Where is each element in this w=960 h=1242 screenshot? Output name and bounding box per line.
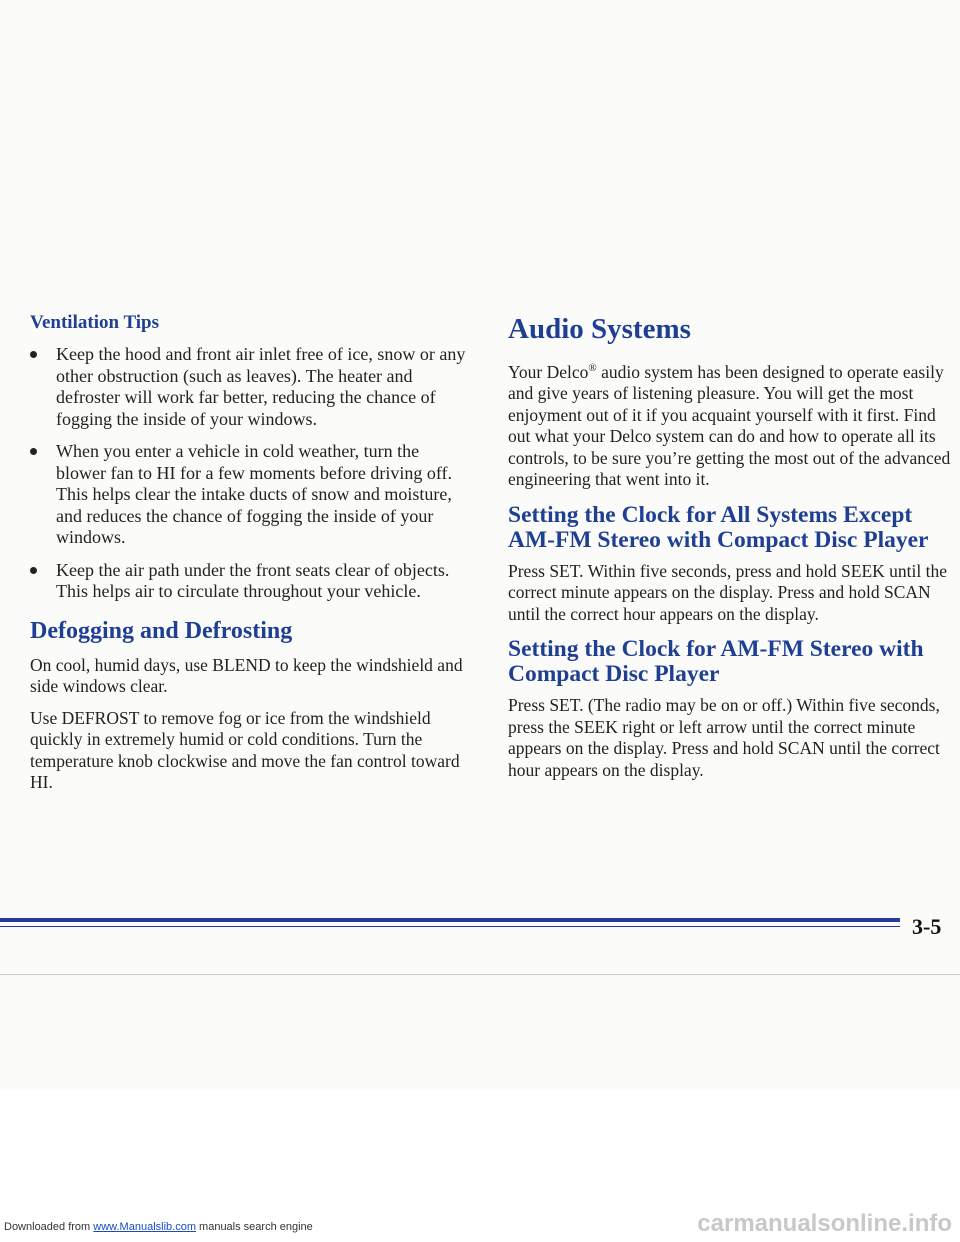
paragraph: Use DEFROST to remove fog or ice from the windshield quickly in extremely humid or cold conditions. Turn the temperature knob clockwise and move the fan control toward HI. <box>30 707 460 792</box>
clock-all-systems-heading: Setting the Clock for All Systems Except AM-FM Stereo with Compact Disc Player <box>508 501 929 553</box>
ventilation-tips-heading: Ventilation Tips <box>30 312 160 333</box>
page-rule <box>0 918 900 930</box>
rule-thick <box>0 918 900 922</box>
bullet-icon <box>30 351 37 358</box>
defogging-heading: Defogging and Defrosting <box>30 617 293 644</box>
divider <box>0 974 960 975</box>
rule-thin <box>0 926 900 927</box>
bullet-icon <box>30 567 37 574</box>
audio-systems-title: Audio Systems <box>508 313 691 345</box>
paragraph: On cool, humid days, use BLEND to keep the windshield and side windows clear. <box>30 654 463 696</box>
manualslib-link[interactable]: www.Manualslib.com <box>93 1221 196 1233</box>
download-footer: Downloaded from www.Manualslib.com manuals search engine <box>4 1221 313 1233</box>
paragraph: Press SET. Within five seconds, press and hold SEEK until the correct minute appears on the display. Press and hold SCAN until the correct hour appears on the display. <box>508 560 948 624</box>
watermark: carmanualsonline.info <box>697 1210 952 1237</box>
list-item: Keep the hood and front air inlet free of ice, snow or any other obstruction (such as leaves). The heater and defroster will work far better, reducing the chance of fogging the inside of your windows. <box>30 344 470 430</box>
right-column <box>508 312 954 791</box>
page-number: 3-5 <box>912 914 942 939</box>
paragraph: Press SET. (The radio may be on or off.) Within five seconds, press the SEEK right or left arrow until the correct minute appears on the display. Press and hold SCAN until the correct hour appears on the display. <box>508 695 940 780</box>
list-item: Keep the air path under the front seats clear of objects. This helps air to circulate throughout your vehicle. <box>30 560 470 603</box>
bullet-icon <box>30 448 37 455</box>
list-item: When you enter a vehicle in cold weather, turn the blower fan to HI for a few moments before driving off. This helps clear the intake ducts of snow and moisture, and reduces the chance of fogging the inside of your windows. <box>30 441 470 549</box>
left-column <box>30 312 470 804</box>
clock-cd-heading: Setting the Clock for AM-FM Stereo with Compact Disc Player <box>508 636 924 688</box>
audio-intro: Your Delco® audio system has been designed to operate easily and give years of listening pleasure. You will get the most enjoyment out of it if you acquaint yourself with it first. Find out what your Delco system can do and how to operate all its controls, to be sure you’re getting the most out of the advanced engineering that went into it. <box>508 361 951 490</box>
ventilation-tips-list <box>30 344 470 603</box>
